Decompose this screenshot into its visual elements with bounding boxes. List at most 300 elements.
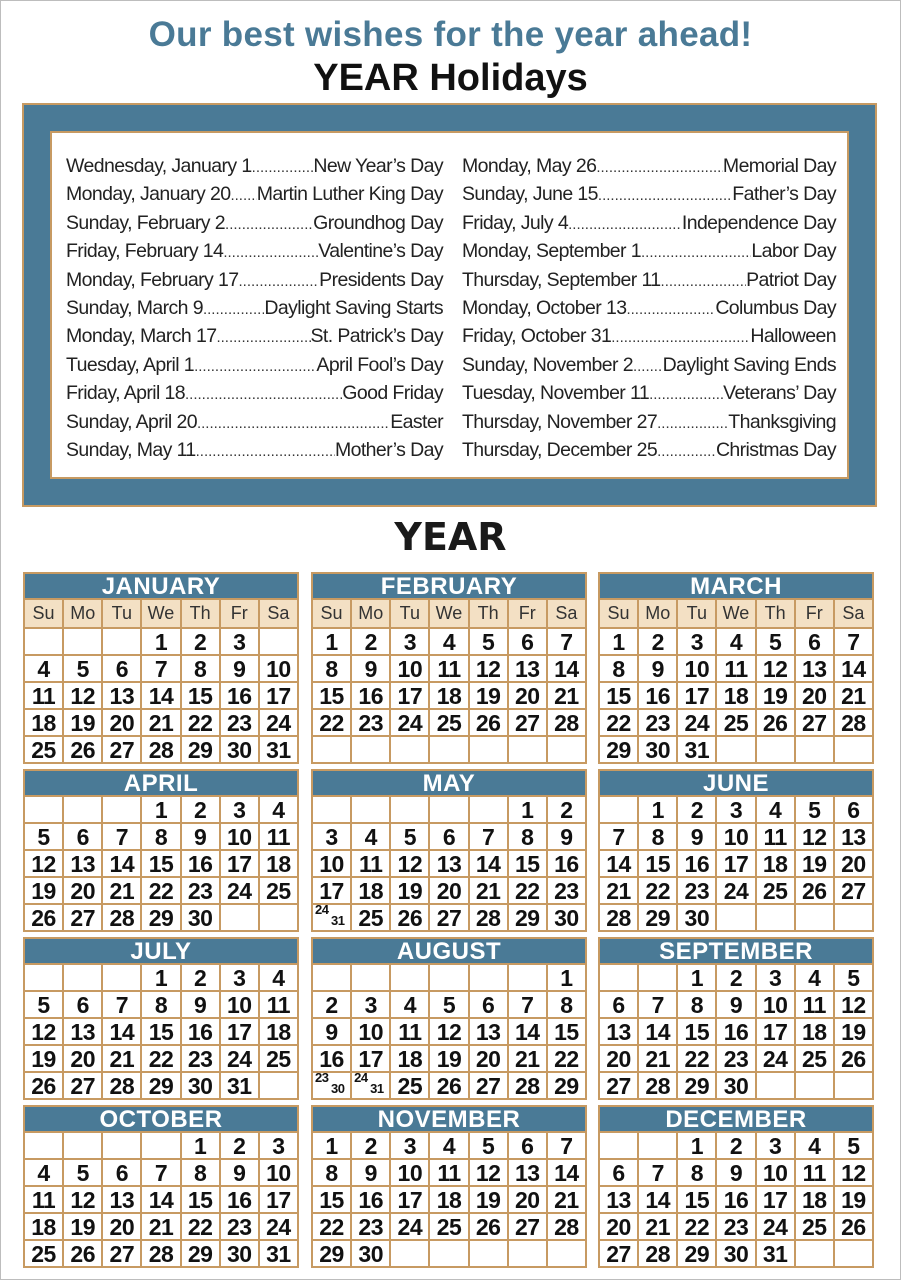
holiday-date: Sunday, March 9 — [66, 296, 203, 319]
day-cell: 27 — [600, 1241, 639, 1268]
day-cell: 14 — [548, 656, 587, 683]
day-cell: 25 — [352, 905, 391, 932]
day-cell: 10 — [757, 992, 796, 1019]
day-cell — [600, 797, 639, 824]
month-day-grid — [311, 965, 587, 1100]
day-cell: 22 — [639, 878, 678, 905]
day-cell: 24 — [757, 1046, 796, 1073]
month-october — [23, 1105, 299, 1268]
holiday-name: Valentine’s Day — [318, 240, 443, 263]
leader-dots — [633, 354, 663, 377]
day-cell: 2 — [352, 1133, 391, 1160]
day-cell: 29 — [182, 1241, 221, 1268]
day-cell — [430, 797, 469, 824]
day-cell: 9 — [221, 656, 260, 683]
day-cell: 2 — [182, 965, 221, 992]
day-cell: 11 — [260, 824, 299, 851]
day-cell — [757, 1073, 796, 1100]
day-cell: 3 — [221, 797, 260, 824]
holiday-row — [66, 297, 443, 325]
day-cell: 9 — [182, 824, 221, 851]
day-cell: 15 — [509, 851, 548, 878]
day-cell: 26 — [470, 710, 509, 737]
day-cell: 9 — [221, 1160, 260, 1187]
holiday-name: Veterans’ Day — [723, 382, 836, 405]
day-cell: 30 — [678, 905, 717, 932]
day-cell — [260, 1073, 299, 1100]
day-cell — [64, 629, 103, 656]
day-cell: 24 — [221, 878, 260, 905]
day-cell: 9 — [717, 1160, 756, 1187]
day-cell: 4 — [430, 629, 469, 656]
day-cell: 12 — [470, 656, 509, 683]
holiday-name: New Year’s Day — [313, 155, 443, 177]
day-cell: 8 — [678, 992, 717, 1019]
weekday-header: Mo — [639, 600, 678, 629]
holiday-date: Sunday, November 2 — [462, 353, 633, 376]
day-cell: 6 — [103, 656, 142, 683]
month-day-grid — [23, 1133, 299, 1268]
day-cell: 2 — [678, 797, 717, 824]
month-name: APRIL — [23, 769, 299, 797]
holidays-title: YEAR Holidays — [313, 57, 588, 99]
day-cell: 18 — [796, 1019, 835, 1046]
day-cell: 22 — [142, 878, 181, 905]
day-cell: 5 — [25, 824, 64, 851]
day-cell — [600, 1133, 639, 1160]
day-cell: 27 — [103, 1241, 142, 1268]
day-cell: 19 — [470, 683, 509, 710]
holidays-panel — [50, 131, 849, 479]
day-cell — [313, 1070, 352, 1100]
day-cell: 1 — [182, 1133, 221, 1160]
day-cell: 7 — [509, 992, 548, 1019]
holiday-date: Monday, May 26 — [462, 155, 597, 177]
day-cell: 15 — [313, 683, 352, 710]
day-cell: 6 — [509, 1133, 548, 1160]
holiday-date: Monday, October 13 — [462, 296, 627, 319]
day-cell — [835, 1073, 874, 1100]
weekday-header: Mo — [64, 600, 103, 629]
day-cell: 26 — [64, 737, 103, 764]
day-cell: 8 — [600, 656, 639, 683]
day-cell — [509, 737, 548, 764]
day-cell: 29 — [182, 737, 221, 764]
day-cell: 8 — [182, 656, 221, 683]
day-cell: 28 — [548, 710, 587, 737]
day-cell: 16 — [717, 1019, 756, 1046]
month-february — [311, 572, 587, 764]
day-cell: 25 — [717, 710, 756, 737]
day-cell: 8 — [182, 1160, 221, 1187]
day-cell: 20 — [64, 878, 103, 905]
day-cell: 25 — [25, 737, 64, 764]
day-cell — [639, 965, 678, 992]
day-cell: 30 — [548, 905, 587, 932]
day-cell: 29 — [142, 1073, 181, 1100]
day-cell: 30 — [221, 737, 260, 764]
day-cell — [796, 1073, 835, 1100]
leader-dots — [568, 212, 682, 235]
holidays-right-column — [462, 155, 836, 467]
holiday-date: Sunday, February 2 — [66, 211, 226, 234]
day-cell: 4 — [25, 1160, 64, 1187]
day-cell — [509, 965, 548, 992]
day-cell: 12 — [835, 992, 874, 1019]
day-cell: 15 — [678, 1187, 717, 1214]
day-cell: 21 — [470, 878, 509, 905]
day-cell — [835, 1241, 874, 1268]
day-cell: 26 — [25, 905, 64, 932]
day-cell — [509, 1241, 548, 1268]
day-cell: 25 — [430, 710, 469, 737]
day-cell: 7 — [639, 1160, 678, 1187]
day-cell: 31 — [260, 1241, 299, 1268]
day-cell: 16 — [182, 1019, 221, 1046]
day-cell: 6 — [470, 992, 509, 1019]
holiday-date: Friday, October 31 — [462, 325, 612, 348]
day-cell — [25, 965, 64, 992]
day-cell: 1 — [313, 1133, 352, 1160]
day-cell — [352, 737, 391, 764]
month-name: OCTOBER — [23, 1105, 299, 1133]
day-cell: 8 — [313, 1160, 352, 1187]
day-cell: 11 — [430, 1160, 469, 1187]
day-cell: 25 — [757, 878, 796, 905]
month-name: DECEMBER — [598, 1105, 874, 1133]
day-cell: 1 — [313, 629, 352, 656]
day-cell — [796, 905, 835, 932]
day-cell — [352, 965, 391, 992]
day-cell: 25 — [796, 1214, 835, 1241]
day-cell: 26 — [835, 1214, 874, 1241]
day-cell: 8 — [678, 1160, 717, 1187]
day-cell: 10 — [313, 851, 352, 878]
day-cell — [103, 965, 142, 992]
day-cell: 10 — [391, 1160, 430, 1187]
day-cell: 10 — [757, 1160, 796, 1187]
day-cell: 5 — [757, 629, 796, 656]
day-cell: 7 — [548, 1133, 587, 1160]
day-cell — [470, 737, 509, 764]
day-cell: 9 — [678, 824, 717, 851]
day-cell: 26 — [757, 710, 796, 737]
day-cell: 9 — [548, 824, 587, 851]
day-cell: 13 — [103, 683, 142, 710]
month-name: NOVEMBER — [311, 1105, 587, 1133]
holiday-name: Halloween — [750, 325, 836, 348]
holiday-name: Father’s Day — [732, 183, 836, 206]
leader-dots — [611, 325, 750, 348]
day-cell — [600, 965, 639, 992]
day-cell: 16 — [548, 851, 587, 878]
day-cell: 8 — [142, 992, 181, 1019]
month-name: AUGUST — [311, 937, 587, 965]
day-cell — [391, 797, 430, 824]
day-cell: 13 — [64, 1019, 103, 1046]
weekday-header: Tu — [391, 600, 430, 629]
day-cell — [796, 737, 835, 764]
day-cell: 17 — [260, 683, 299, 710]
day-cell: 11 — [25, 1187, 64, 1214]
day-cell: 1 — [142, 797, 181, 824]
day-cell: 9 — [639, 656, 678, 683]
day-cell: 9 — [313, 1019, 352, 1046]
day-cell: 1 — [600, 629, 639, 656]
day-cell: 22 — [313, 710, 352, 737]
day-cell: 11 — [757, 824, 796, 851]
day-cell: 24 — [260, 1214, 299, 1241]
day-cell — [391, 965, 430, 992]
day-cell: 10 — [352, 1019, 391, 1046]
day-cell: 22 — [142, 1046, 181, 1073]
day-cell: 6 — [103, 1160, 142, 1187]
day-cell: 31 — [678, 737, 717, 764]
day-cell: 20 — [64, 1046, 103, 1073]
day-cell: 25 — [391, 1073, 430, 1100]
month-day-grid — [598, 797, 874, 932]
day-cell: 2 — [352, 629, 391, 656]
day-cell: 16 — [678, 851, 717, 878]
day-cell: 18 — [717, 683, 756, 710]
holiday-date: Sunday, April 20 — [66, 410, 197, 433]
day-cell: 19 — [25, 878, 64, 905]
day-cell: 6 — [600, 992, 639, 1019]
day-cell: 28 — [639, 1241, 678, 1268]
holiday-name: Memorial Day — [722, 155, 836, 177]
day-cell: 1 — [548, 965, 587, 992]
day-cell: 3 — [391, 629, 430, 656]
weekday-header: Sa — [548, 600, 587, 629]
day-cell: 18 — [796, 1187, 835, 1214]
day-cell: 9 — [352, 1160, 391, 1187]
day-cell: 16 — [182, 851, 221, 878]
day-cell: 13 — [600, 1187, 639, 1214]
day-cell: 19 — [835, 1019, 874, 1046]
day-cell: 18 — [260, 851, 299, 878]
day-cell: 4 — [717, 629, 756, 656]
day-cell: 3 — [221, 965, 260, 992]
day-cell: 24 — [757, 1214, 796, 1241]
day-cell: 28 — [103, 1073, 142, 1100]
day-cell: 6 — [835, 797, 874, 824]
month-september — [598, 937, 874, 1100]
day-cell: 2 — [221, 1133, 260, 1160]
day-cell: 25 — [260, 878, 299, 905]
day-cell: 9 — [717, 992, 756, 1019]
day-cell: 10 — [260, 1160, 299, 1187]
day-cell: 19 — [835, 1187, 874, 1214]
holiday-row — [66, 325, 443, 353]
holiday-row — [462, 240, 836, 268]
holiday-row — [462, 382, 836, 410]
day-cell: 23 — [352, 710, 391, 737]
day-cell: 7 — [103, 824, 142, 851]
weekday-header: Fr — [221, 600, 260, 629]
holiday-date: Monday, January 20 — [66, 183, 231, 206]
day-cell: 7 — [835, 629, 874, 656]
day-cell: 22 — [182, 1214, 221, 1241]
holiday-row — [66, 382, 443, 410]
month-name: JULY — [23, 937, 299, 965]
day-cell: 4 — [757, 797, 796, 824]
day-cell: 21 — [103, 1046, 142, 1073]
day-cell: 30 — [221, 1241, 260, 1268]
day-cell: 7 — [548, 629, 587, 656]
day-cell: 23 — [221, 1214, 260, 1241]
weekday-header: Fr — [796, 600, 835, 629]
day-cell: 17 — [717, 851, 756, 878]
day-cell: 29 — [313, 1241, 352, 1268]
holiday-name: April Fool’s Day — [316, 353, 443, 376]
day-cell: 23 — [182, 878, 221, 905]
day-cell — [313, 737, 352, 764]
month-name: FEBRUARY — [311, 572, 587, 600]
day-cell: 9 — [352, 656, 391, 683]
day-cell: 27 — [103, 737, 142, 764]
day-cell: 12 — [391, 851, 430, 878]
day-cell — [717, 905, 756, 932]
day-cell: 2 — [717, 1133, 756, 1160]
day-cell: 28 — [600, 905, 639, 932]
day-cell: 4 — [25, 656, 64, 683]
day-cell: 18 — [25, 710, 64, 737]
day-cell: 13 — [509, 1160, 548, 1187]
day-cell: 27 — [64, 1073, 103, 1100]
month-name: MARCH — [598, 572, 874, 600]
day-cell: 24 — [678, 710, 717, 737]
day-cell: 17 — [352, 1046, 391, 1073]
day-cell: 28 — [639, 1073, 678, 1100]
holiday-name: Groundhog Day — [313, 211, 443, 234]
day-cell — [64, 797, 103, 824]
day-cell: 21 — [639, 1214, 678, 1241]
day-number-lower: 30 — [331, 1081, 345, 1096]
day-cell: 20 — [509, 683, 548, 710]
day-cell: 24 — [260, 710, 299, 737]
holiday-date: Wednesday, January 1 — [66, 155, 252, 177]
day-cell: 18 — [25, 1214, 64, 1241]
day-cell: 20 — [835, 851, 874, 878]
day-cell: 10 — [717, 824, 756, 851]
day-cell — [391, 737, 430, 764]
weekday-header: Su — [600, 600, 639, 629]
day-cell: 28 — [142, 1241, 181, 1268]
day-cell — [142, 1133, 181, 1160]
holiday-row — [462, 155, 836, 183]
day-cell: 16 — [717, 1187, 756, 1214]
holiday-date: Tuesday, April 1 — [66, 353, 195, 376]
day-cell: 31 — [221, 1073, 260, 1100]
day-cell: 16 — [352, 683, 391, 710]
weekday-header: Sa — [260, 600, 299, 629]
holiday-name: Thanksgiving — [728, 410, 836, 433]
weekday-header: Su — [25, 600, 64, 629]
day-cell: 21 — [548, 683, 587, 710]
day-cell: 27 — [835, 878, 874, 905]
day-cell: 29 — [509, 905, 548, 932]
day-cell: 5 — [64, 1160, 103, 1187]
day-cell: 5 — [796, 797, 835, 824]
day-cell: 19 — [470, 1187, 509, 1214]
day-cell: 3 — [352, 992, 391, 1019]
weekday-header: Th — [757, 600, 796, 629]
day-cell: 14 — [548, 1160, 587, 1187]
day-cell — [470, 965, 509, 992]
holiday-name: St. Patrick’s Day — [310, 325, 443, 348]
day-cell: 22 — [548, 1046, 587, 1073]
day-cell: 17 — [757, 1187, 796, 1214]
day-cell: 3 — [678, 629, 717, 656]
day-cell: 5 — [430, 992, 469, 1019]
day-cell: 15 — [313, 1187, 352, 1214]
weekday-header: Th — [182, 600, 221, 629]
day-cell: 13 — [430, 851, 469, 878]
month-march — [598, 572, 874, 764]
day-cell — [548, 1241, 587, 1268]
day-cell: 4 — [391, 992, 430, 1019]
day-cell: 5 — [470, 629, 509, 656]
day-cell: 10 — [260, 656, 299, 683]
day-cell: 7 — [639, 992, 678, 1019]
holiday-date: Friday, February 14 — [66, 240, 224, 263]
holiday-row — [66, 155, 443, 183]
month-day-grid — [23, 600, 299, 764]
day-cell: 28 — [142, 737, 181, 764]
day-cell: 19 — [25, 1046, 64, 1073]
leader-dots — [225, 212, 313, 235]
day-cell: 15 — [182, 683, 221, 710]
holiday-row — [462, 439, 836, 467]
day-cell: 4 — [352, 824, 391, 851]
day-cell: 24 — [717, 878, 756, 905]
day-cell — [757, 905, 796, 932]
day-cell: 17 — [221, 1019, 260, 1046]
day-cell — [548, 737, 587, 764]
month-day-grid — [311, 797, 587, 932]
day-cell: 22 — [678, 1046, 717, 1073]
day-cell: 4 — [796, 965, 835, 992]
day-cell: 12 — [64, 1187, 103, 1214]
leader-dots — [596, 155, 723, 178]
day-cell — [430, 965, 469, 992]
day-cell: 21 — [142, 1214, 181, 1241]
holiday-date: Friday, April 18 — [66, 382, 186, 405]
day-cell: 12 — [430, 1019, 469, 1046]
day-cell: 21 — [600, 878, 639, 905]
day-cell: 5 — [64, 656, 103, 683]
day-cell: 9 — [182, 992, 221, 1019]
day-cell: 13 — [600, 1019, 639, 1046]
holiday-name: Presidents Day — [319, 268, 443, 291]
day-cell — [103, 797, 142, 824]
day-cell — [835, 905, 874, 932]
day-cell: 14 — [470, 851, 509, 878]
day-cell: 14 — [639, 1187, 678, 1214]
day-cell: 10 — [221, 824, 260, 851]
day-cell — [352, 1070, 391, 1100]
day-cell: 6 — [600, 1160, 639, 1187]
day-cell: 2 — [639, 629, 678, 656]
leader-dots — [230, 183, 256, 206]
day-cell: 7 — [103, 992, 142, 1019]
day-cell — [352, 797, 391, 824]
day-cell: 7 — [142, 656, 181, 683]
day-cell: 6 — [64, 824, 103, 851]
day-cell: 8 — [509, 824, 548, 851]
leader-dots — [641, 240, 751, 263]
month-day-grid — [311, 1133, 587, 1268]
